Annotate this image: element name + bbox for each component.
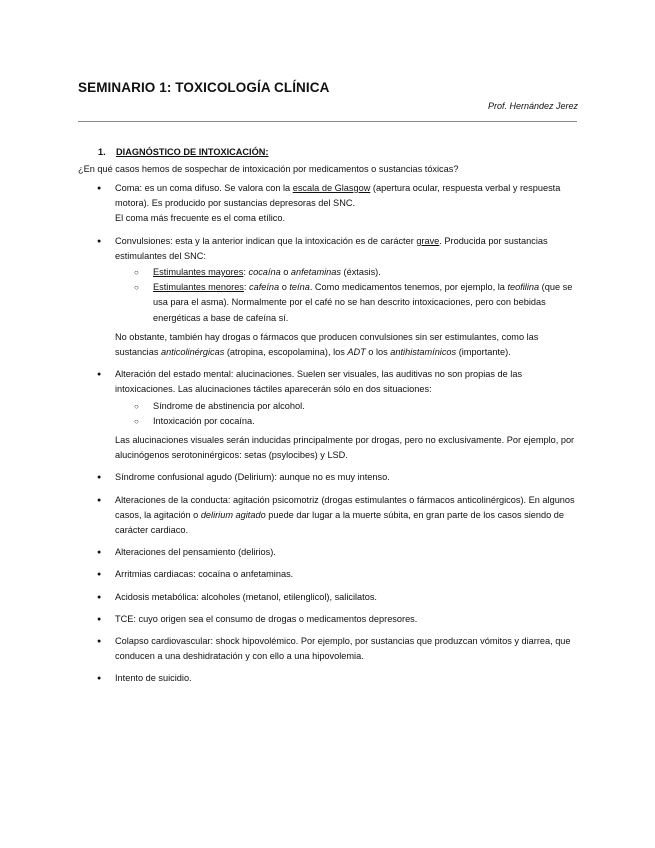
hallucination-sublist — [115, 399, 576, 429]
sublist-item-mayores: ○ Estimulantes mayores: cocaína o anfetaminas (éxtasis). — [115, 265, 576, 280]
section-title: DIAGNÓSTICO DE INTOXICACIÓN: — [116, 147, 269, 157]
section-question: ¿En qué casos hemos de sospechar de intoxicación por medicamentos o sustancias tóxicas? — [78, 164, 459, 174]
list-item-arritmias: ● Arritmias cardiacas: cocaína o anfetaminas. — [78, 567, 576, 582]
sublist-item-abstinencia: ○ Síndrome de abstinencia por alcohol. — [115, 399, 576, 414]
section-heading — [98, 147, 268, 157]
list-item-acidosis: ● Acidosis metabólica: alcoholes (metanol, etilenglicol), salicilatos. — [78, 590, 576, 605]
author-line: Prof. Hernández Jerez — [487, 101, 578, 111]
list-item-conducta: ● Alteraciones de la conducta: agitación psicomotriz (drogas estimulantes o fármacos anticolinérgicos). En algunos casos, la agitación o delirium agitado puede dar lugar a la muerte súbita, en gran parte de los casos siendo de carácter cardiaco. — [78, 493, 576, 539]
convulsiones-note: No obstante, también hay drogas o fármacos que producen convulsiones sin ser estimulantes, como las sustancias anticolinérgicas (atropina, escopolamina), los ADT o los antihistamínicos (importante). — [115, 331, 539, 358]
symptom-list — [78, 181, 576, 687]
document-title: SEMINARIO 1: TOXICOLOGÍA CLÍNICA — [78, 80, 330, 95]
header-divider — [78, 121, 577, 122]
sublist-item-menores: ○ Estimulantes menores: cafeína o teína. Como medicamentos tenemos, por ejemplo, la teofilina (que se usa para el asma). Normalmente por el café no se han descrito intoxicaciones, pero con bebidas energéticas a base de cafeína sí. — [115, 280, 576, 326]
list-item-pensamiento: ● Alteraciones del pensamiento (delirios). — [78, 545, 576, 560]
stimulant-sublist — [115, 265, 576, 326]
sublist-item-cocaina: ○ Intoxicación por cocaína. — [115, 414, 576, 429]
list-item-coma: ● Coma: es un coma difuso. Se valora con la escala de Glasgow (apertura ocular, respuesta verbal y respuesta motora). Es producido por sustancias depresoras del SNC. El coma más frecuente es el coma etílico. — [78, 181, 576, 227]
list-item-alteracion-mental: ● Alteración del estado mental: alucinaciones. Suelen ser visuales, las auditivas no son propias de las intoxicaciones. Las alucinaciones táctiles aparecerán sólo en dos situaciones: ○ Síndrome de abstinencia por alcohol. ○ Intoxicación por cocaína. Las alucinaciones visuales serán inducidas principalmente por drogas, pero no exclusivamente. Por ejemplo, por alucinógenos serotoninérgicos: setas (psylocibes) y LSD. — [78, 367, 576, 463]
section-number: 1. — [98, 147, 106, 157]
glasgow-scale: escala de Glasgow — [292, 183, 371, 193]
grave-term: grave — [416, 235, 440, 246]
list-item-suicidio: ● Intento de suicidio. — [78, 671, 576, 686]
list-item-colapso: ● Colapso cardiovascular: shock hipovolémico. Por ejemplo, por sustancias que produzcan vómitos y diarrea, que conducen a una deshidratación y con ello a una hipovolemia. — [78, 634, 576, 664]
alucinaciones-note: Las alucinaciones visuales serán inducidas principalmente por drogas, pero no exclusivamente. Por ejemplo, por alucinógenos serotoninérgicos: setas (psylocibes) y LSD. — [115, 435, 575, 461]
document-body — [78, 181, 576, 694]
list-item-convulsiones: ● Convulsiones: esta y la anterior indican que la intoxicación es de carácter grave. Producida por sustancias estimulantes del SNC: ○ Estimulantes mayores: cocaína o anfetaminas (éxtasis). ○ Estimulantes menores: cafeína o teína. Como medicamentos tenemos, por ejemplo, la teofilina (que se usa para el asma). Normalmente por el café no se han descrito intoxicaciones, pero con bebidas energéticas a base de cafeína sí. No obstante, también hay drogas o fármacos que producen convulsiones sin ser estimulantes, como las sustancias anticolinérgicas (atropina, escopolamina), los ADT o los antihistamínicos (importante). — [78, 234, 576, 361]
list-item-tce: ● TCE: cuyo origen sea el consumo de drogas o medicamentos depresores. — [78, 612, 576, 627]
list-item-confusional: ● Síndrome confusional agudo (Delirium): aunque no es muy intenso. — [78, 470, 576, 485]
